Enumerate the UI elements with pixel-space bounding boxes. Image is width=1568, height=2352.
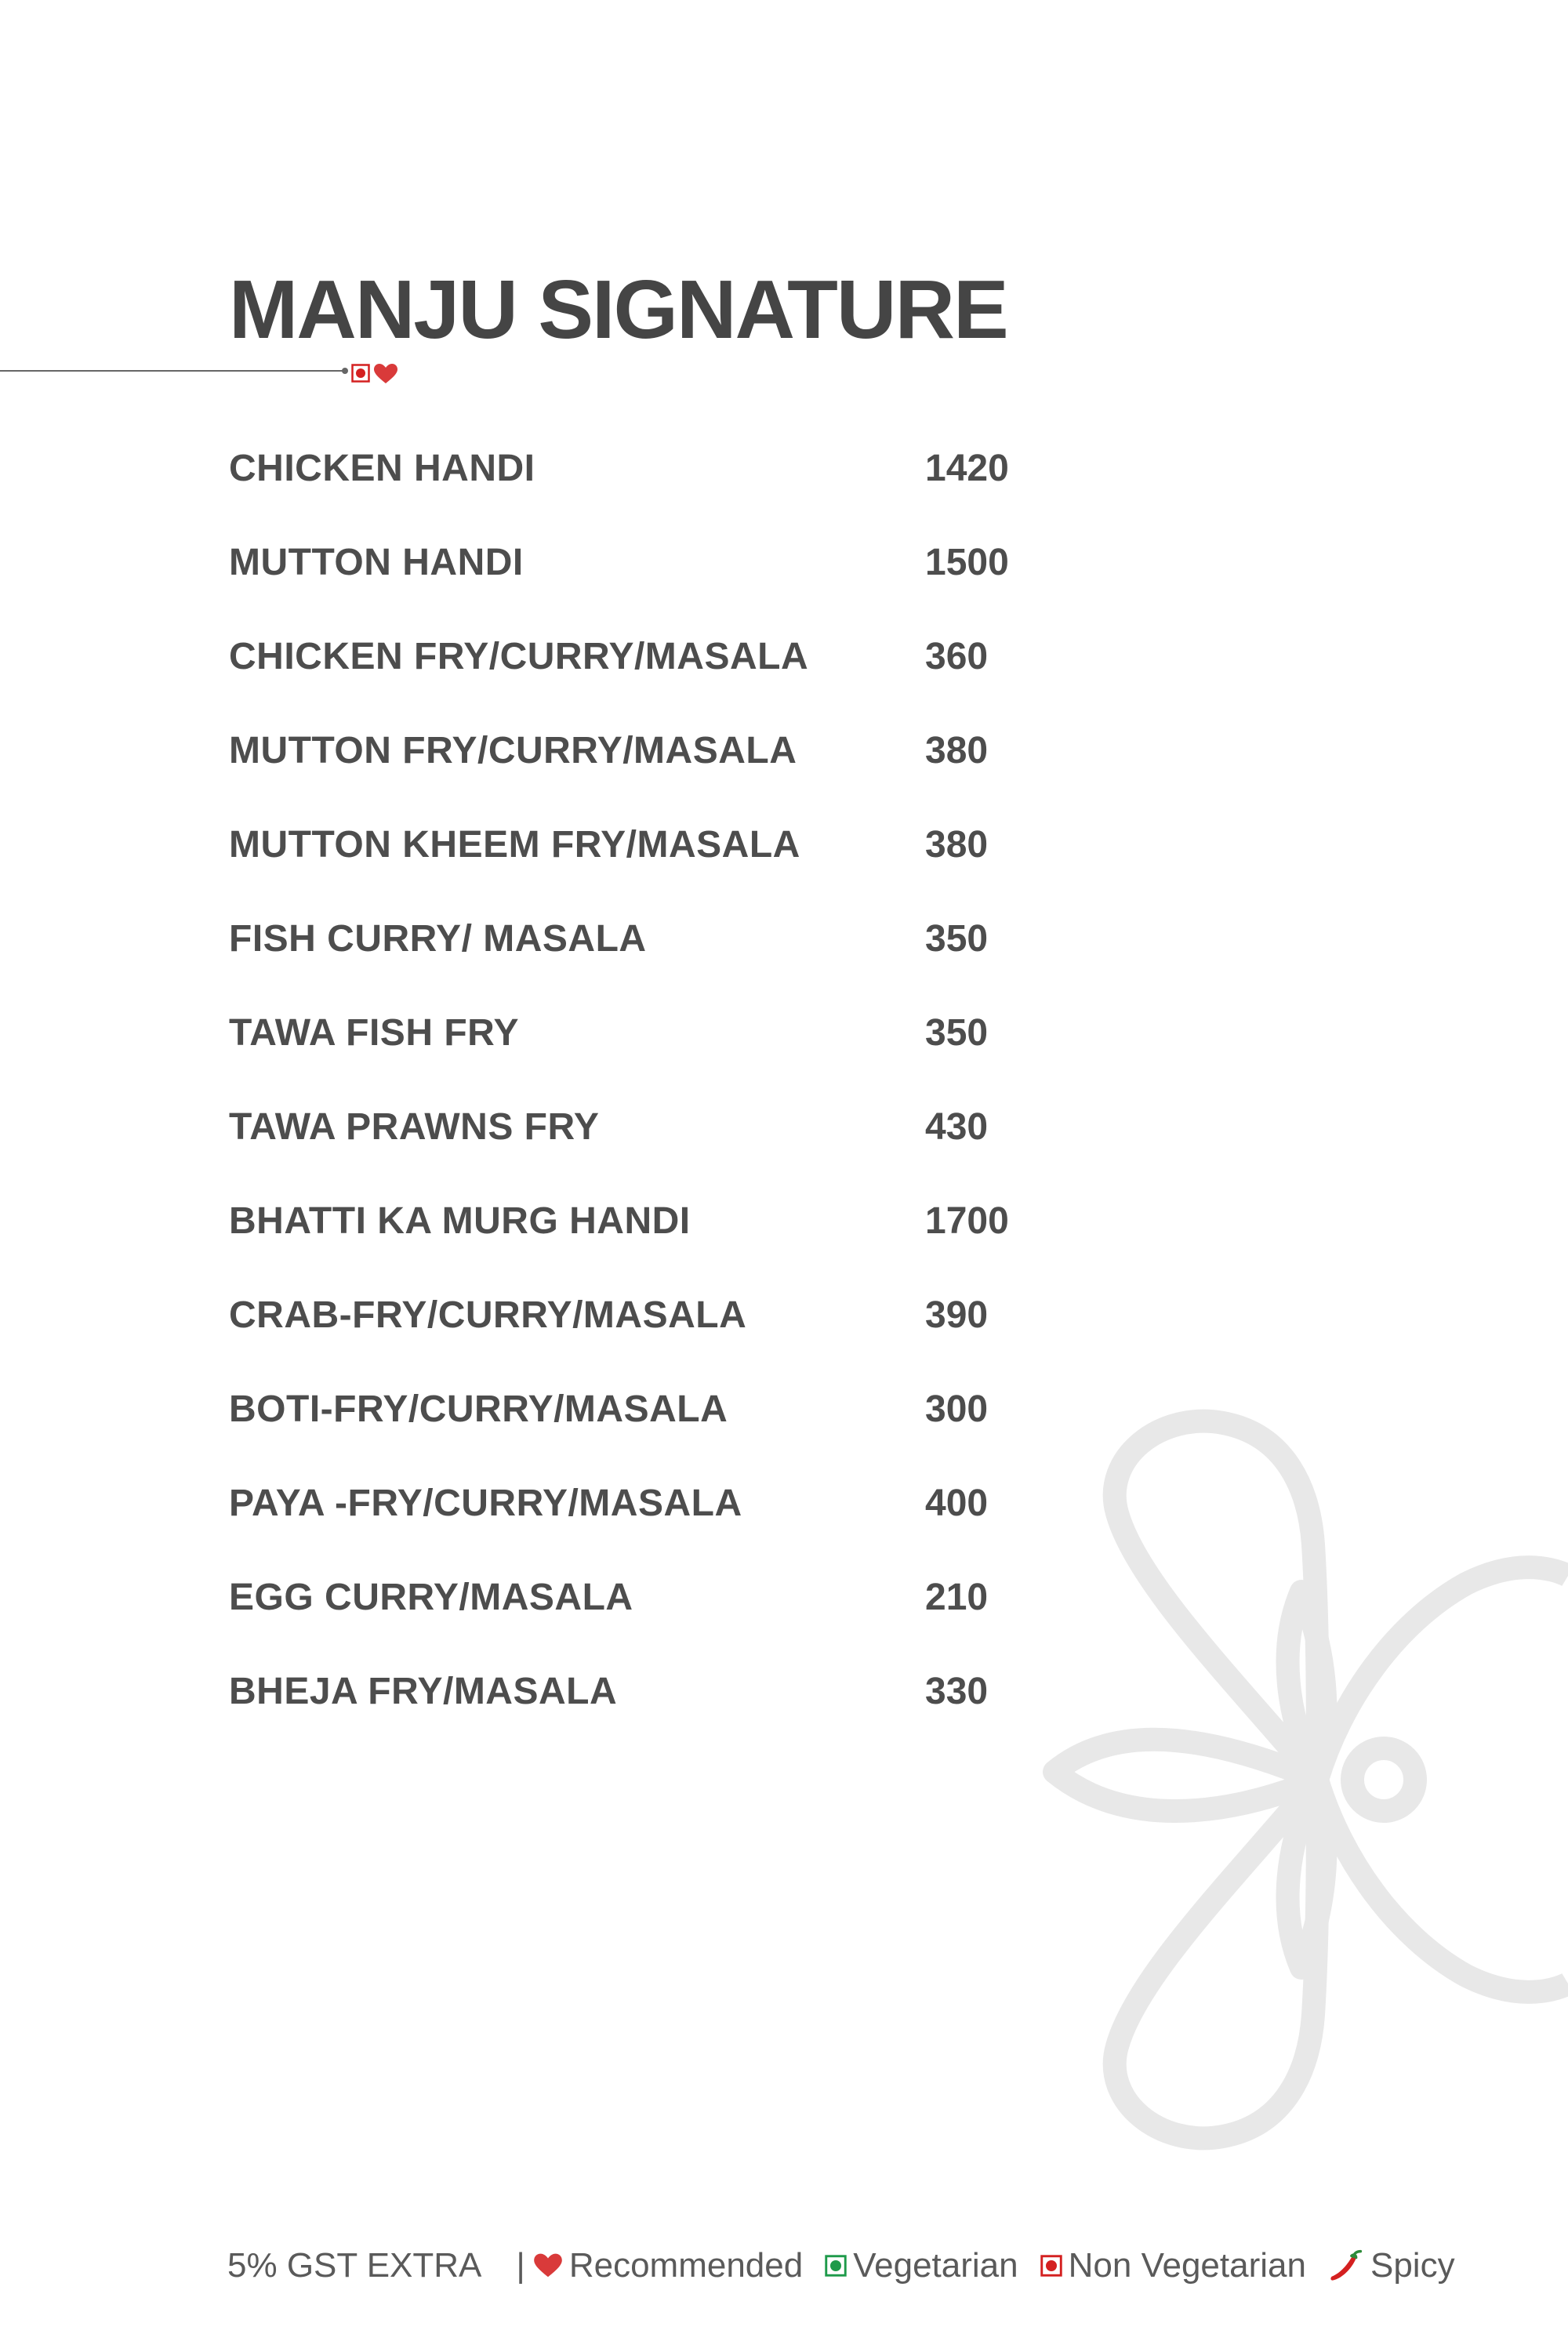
menu-item-name: CHICKEN HANDI	[229, 448, 535, 489]
menu-item-price: 390	[925, 1294, 989, 1336]
menu-item-name: MUTTON KHEEM FRY/MASALA	[229, 824, 800, 866]
heart-icon	[533, 2252, 563, 2279]
menu-list	[229, 447, 1091, 1764]
chili-pepper-icon	[1328, 2248, 1364, 2284]
legend-non-vegetarian	[1040, 2246, 1306, 2285]
menu-item-price: 210	[925, 1577, 989, 1618]
menu-item-name: BOTI-FRY/CURRY/MASALA	[229, 1388, 728, 1430]
menu-item-name: TAWA FISH FRY	[229, 1012, 520, 1054]
legend-vegetarian	[825, 2246, 1018, 2285]
menu-item	[229, 823, 1091, 917]
menu-item-price: 380	[925, 730, 989, 771]
menu-item-price: 330	[925, 1671, 989, 1712]
heart-icon	[373, 363, 398, 385]
menu-item-name: BHATTI KA MURG HANDI	[229, 1200, 691, 1242]
flower-watermark-icon	[1027, 1388, 1568, 2172]
legend-non-vegetarian-label: Non Vegetarian	[1068, 2246, 1306, 2285]
menu-item-name: MUTTON HANDI	[229, 542, 524, 583]
menu-item	[229, 1576, 1091, 1670]
menu-item	[229, 635, 1091, 729]
title-divider-line	[0, 370, 345, 372]
menu-item-name: FISH CURRY/ MASALA	[229, 918, 647, 960]
footer-separator: |	[516, 2246, 525, 2285]
legend-vegetarian-label: Vegetarian	[853, 2246, 1018, 2285]
menu-item-price: 400	[925, 1483, 989, 1524]
menu-item-name: TAWA PRAWNS FRY	[229, 1106, 600, 1148]
menu-item	[229, 729, 1091, 823]
menu-item-price: 1700	[925, 1200, 1009, 1242]
menu-item	[229, 917, 1091, 1011]
menu-item-price: 360	[925, 636, 989, 677]
menu-item-price: 430	[925, 1106, 989, 1148]
title-divider-dot	[342, 368, 348, 374]
menu-item	[229, 1670, 1091, 1764]
menu-item-name: CRAB-FRY/CURRY/MASALA	[229, 1294, 747, 1336]
menu-item-name: CHICKEN FRY/CURRY/MASALA	[229, 636, 809, 677]
menu-item-name: MUTTON FRY/CURRY/MASALA	[229, 730, 797, 771]
menu-item-name: PAYA -FRY/CURRY/MASALA	[229, 1483, 742, 1524]
menu-item	[229, 1482, 1091, 1576]
gst-note: 5% GST EXTRA	[227, 2246, 482, 2285]
legend-recommended-label: Recommended	[568, 2246, 804, 2285]
menu-item-price: 300	[925, 1388, 989, 1430]
menu-item	[229, 1294, 1091, 1388]
menu-item	[229, 541, 1091, 635]
menu-item-price: 350	[925, 1012, 989, 1054]
menu-item-price: 380	[925, 824, 989, 866]
menu-item-name: BHEJA FRY/MASALA	[229, 1671, 618, 1712]
menu-item	[229, 1200, 1091, 1294]
legend-spicy-label: Spicy	[1370, 2246, 1455, 2285]
menu-item	[229, 1388, 1091, 1482]
menu-item-price: 1420	[925, 448, 1009, 489]
menu-item	[229, 1011, 1091, 1105]
legend-recommended	[533, 2246, 803, 2285]
page-title: MANJU SIGNATURE	[229, 263, 1007, 356]
veg-square-icon	[825, 2255, 847, 2277]
menu-item-price: 1500	[925, 542, 1009, 583]
legend-spicy	[1328, 2246, 1455, 2285]
footer-legend	[227, 2244, 1455, 2288]
menu-item	[229, 1105, 1091, 1200]
menu-item	[229, 447, 1091, 541]
nonveg-square-icon	[1040, 2255, 1062, 2277]
menu-item-price: 350	[925, 918, 989, 960]
menu-item-name: EGG CURRY/MASALA	[229, 1577, 633, 1618]
nonveg-square-icon	[351, 364, 370, 383]
